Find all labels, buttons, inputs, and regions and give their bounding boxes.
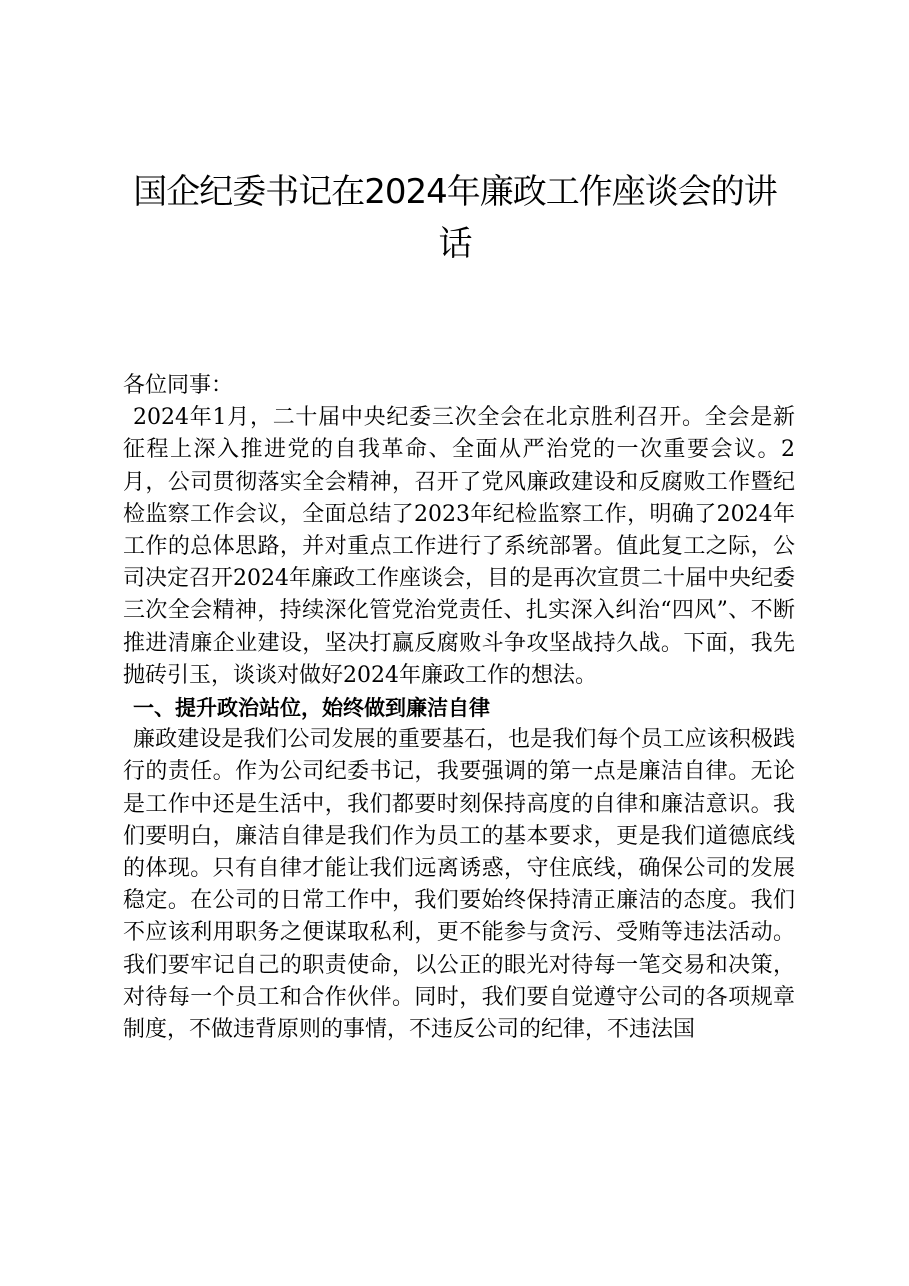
- salutation: 各位同事：: [123, 373, 234, 398]
- document-title: 国企纪委书记在2024年廉政工作座谈会的讲话: [133, 172, 777, 264]
- paragraph-section-1: 廉政建设是我们公司发展的重要基石，也是我们每个员工应该积极践行的责任。作为公司纪委书记，我要强调的第一点是廉洁自律。无论是工作中还是生活中，我们都要时刻保持高度的自律和廉洁意识。我们要明白，廉洁自律是我们作为员工的基本要求，更是我们道德底线的体现。只有自律才能让我们远离诱惑，守住底线，确保公司的发展稳定。在公司的日常工作中，我们要始终保持清正廉洁的态度。我们不应该利用职务之便谋取私利，更不能参与贪污、受贿等违法活动。我们要牢记自己的职责使命，以公正的眼光对待每一笔交易和决策，对待每一个员工和合作伙伴。同时，我们要自觉遵守公司的各项规章制度，不做违背原则的事情，不违反公司的纪律，不违法国: [123, 727, 795, 1043]
- paragraph-intro: 2024年1月，二十届中央纪委三次全会在北京胜利召开。全会是新征程上深入推进党的自我革命、全面从严治党的一次重要会议。2月，公司贯彻落实全会精神，召开了党风廉政建设和反腐败工作暨纪检监察工作会议，全面总结了2023年纪检监察工作，明确了2024年工作的总体思路，并对重点工作进行了系统部署。值此复工之际，公司决定召开2024年廉政工作座谈会，目的是再次宣贯二十届中央纪委三次全会精神，持续深化管党治党责任、扎实深入纠治“四风”、不断推进清廉企业建设，坚决打赢反腐败斗争攻坚战持久战。下面，我先抛砖引玉，谈谈对做好2024年廉政工作的想法。: [123, 405, 795, 688]
- section-heading-1: 一、提升政治站位，始终做到廉洁自律: [133, 696, 490, 721]
- document-body: [123, 370, 795, 1046]
